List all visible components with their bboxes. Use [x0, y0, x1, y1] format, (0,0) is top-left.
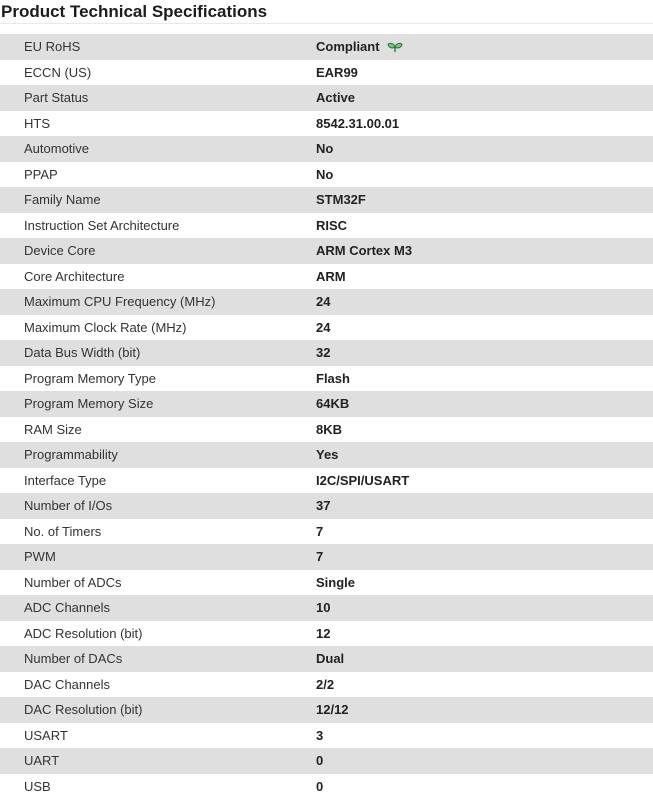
spec-value-wrap	[316, 371, 350, 386]
spec-row	[0, 774, 653, 799]
spec-label: Family Name	[24, 192, 101, 208]
spec-label: Automotive	[24, 141, 90, 157]
spec-value-wrap	[316, 575, 355, 590]
spec-row	[0, 595, 653, 621]
spec-value-wrap	[316, 677, 334, 692]
spec-row	[0, 519, 653, 545]
page-title: Product Technical Specifications	[1, 2, 268, 21]
spec-value-wrap	[316, 728, 323, 743]
spec-label: Core Architecture	[24, 268, 125, 284]
spec-value: ARM	[316, 268, 346, 284]
spec-value: Compliant	[316, 39, 380, 55]
spec-value: 10	[316, 600, 331, 616]
spec-value-wrap	[316, 294, 330, 309]
spec-value: 0	[316, 753, 324, 769]
spec-label: EU RoHS	[24, 39, 81, 55]
spec-row	[0, 621, 653, 647]
spec-value: 24	[316, 319, 331, 335]
spec-value: EAR99	[316, 64, 358, 80]
spec-value-wrap	[316, 39, 403, 54]
spec-value: I2C/SPI/USART	[316, 472, 410, 488]
spec-label: Interface Type	[24, 472, 107, 488]
spec-label: HTS	[24, 115, 50, 131]
spec-row	[0, 493, 653, 519]
spec-row	[0, 264, 653, 290]
spec-row	[0, 60, 653, 86]
spec-value-wrap	[316, 345, 330, 360]
spec-label: Number of DACs	[24, 651, 123, 667]
spec-label: Programmability	[24, 447, 118, 463]
spec-label: USB	[24, 778, 51, 794]
spec-value-wrap	[316, 524, 323, 539]
spec-value-wrap	[316, 422, 342, 437]
spec-value-wrap	[316, 65, 358, 80]
spec-value-wrap	[316, 498, 330, 513]
spec-value-wrap	[316, 269, 346, 284]
spec-value: Flash	[316, 370, 350, 386]
spec-row	[0, 136, 653, 162]
spec-value-wrap	[316, 243, 412, 258]
spec-label: Number of ADCs	[24, 574, 122, 590]
spec-value-wrap	[316, 473, 409, 488]
spec-label: Device Core	[24, 243, 96, 259]
spec-value-wrap	[316, 141, 333, 156]
spec-row	[0, 646, 653, 672]
spec-value: No	[316, 166, 334, 182]
spec-label: RAM Size	[24, 421, 82, 437]
spec-value: 7	[316, 549, 324, 565]
spec-value: 8542.31.00.01	[316, 115, 400, 131]
spec-value: No	[316, 141, 334, 157]
spec-row	[0, 34, 653, 60]
spec-value-wrap	[316, 218, 347, 233]
spec-value-wrap	[316, 549, 323, 564]
spec-row	[0, 544, 653, 570]
spec-value-wrap	[316, 447, 338, 462]
spec-value-wrap	[316, 651, 344, 666]
spec-row	[0, 340, 653, 366]
spec-label: Part Status	[24, 90, 89, 106]
spec-value-wrap	[316, 753, 323, 768]
spec-value-wrap	[316, 702, 349, 717]
spec-value-wrap	[316, 396, 349, 411]
spec-value: 64KB	[316, 396, 350, 412]
spec-value-wrap	[316, 320, 330, 335]
spec-label: Maximum CPU Frequency (MHz)	[24, 294, 216, 310]
spec-row	[0, 417, 653, 443]
spec-label: USART	[24, 727, 68, 743]
spec-value-wrap	[316, 116, 399, 131]
leaf-icon	[387, 41, 403, 53]
spec-label: DAC Resolution (bit)	[24, 702, 143, 718]
spec-value-wrap	[316, 779, 323, 794]
spec-label: PWM	[24, 549, 56, 565]
spec-value: 24	[316, 294, 331, 310]
spec-label: Number of I/Os	[24, 498, 113, 514]
spec-label: Program Memory Size	[24, 396, 154, 412]
spec-label: DAC Channels	[24, 676, 110, 692]
spec-row	[0, 391, 653, 417]
spec-label: ADC Resolution (bit)	[24, 625, 143, 641]
spec-label: No. of Timers	[24, 523, 102, 539]
spec-label: ADC Channels	[24, 600, 110, 616]
spec-value: 3	[316, 727, 324, 743]
spec-row	[0, 289, 653, 315]
spec-value-wrap	[316, 90, 355, 105]
spec-value-wrap	[316, 600, 330, 615]
spec-row	[0, 468, 653, 494]
spec-row	[0, 213, 653, 239]
spec-row	[0, 85, 653, 111]
spec-label: Program Memory Type	[24, 370, 156, 386]
spec-row	[0, 111, 653, 137]
spec-label: Instruction Set Architecture	[24, 217, 180, 233]
spec-value-wrap	[316, 626, 330, 641]
spec-value: Yes	[316, 447, 339, 463]
spec-value: ARM Cortex M3	[316, 243, 413, 259]
spec-label: ECCN (US)	[24, 64, 92, 80]
spec-label: UART	[24, 753, 60, 769]
spec-value: 32	[316, 345, 331, 361]
spec-value: Active	[316, 90, 356, 106]
spec-row	[0, 697, 653, 723]
spec-row	[0, 723, 653, 749]
spec-row	[0, 162, 653, 188]
spec-table	[0, 34, 653, 799]
spec-value: 12/12	[316, 702, 349, 718]
spec-label: Maximum Clock Rate (MHz)	[24, 319, 187, 335]
spec-value: Single	[316, 574, 356, 590]
spec-value: Dual	[316, 651, 345, 667]
spec-row	[0, 366, 653, 392]
spec-value: 37	[316, 498, 331, 514]
spec-label: PPAP	[24, 166, 58, 182]
spec-row	[0, 187, 653, 213]
spec-value-wrap	[316, 192, 366, 207]
spec-row	[0, 672, 653, 698]
spec-value: 12	[316, 625, 331, 641]
spec-row	[0, 238, 653, 264]
spec-value-wrap	[316, 167, 333, 182]
spec-value: STM32F	[316, 192, 366, 208]
spec-row	[0, 442, 653, 468]
spec-value: 8KB	[316, 421, 343, 437]
spec-value: 7	[316, 523, 324, 539]
spec-row	[0, 748, 653, 774]
spec-value: 0	[316, 778, 324, 794]
header-divider	[0, 23, 653, 24]
spec-value: 2/2	[316, 676, 335, 692]
spec-label: Data Bus Width (bit)	[24, 345, 141, 361]
spec-row	[0, 315, 653, 341]
spec-value: RISC	[316, 217, 348, 233]
spec-row	[0, 570, 653, 596]
